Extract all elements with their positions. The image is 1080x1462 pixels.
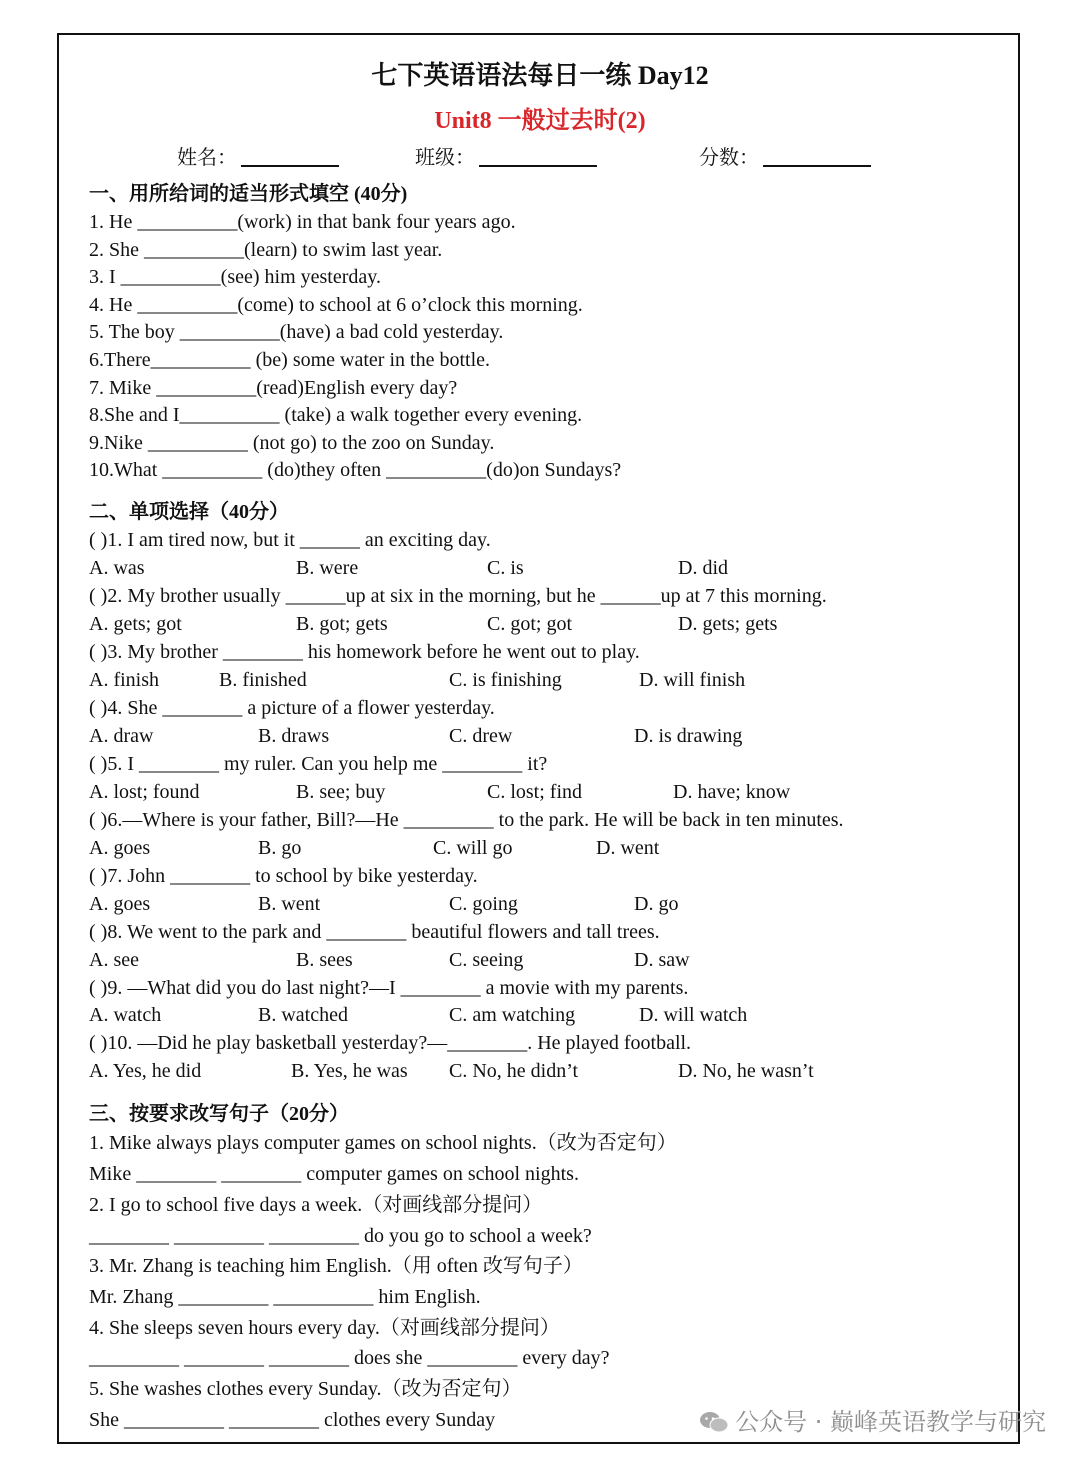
rewrite-prompt: 1. Mike always plays computer games on school nights.（改为否定句） [89, 1132, 677, 1154]
watermark [699, 1402, 1046, 1437]
rewrite-prompt: 4. She sleeps seven hours every day.（对画线部分提问） [89, 1317, 560, 1339]
rewrite-answer: She __________ _________ clothes every Sunday [89, 1409, 496, 1431]
mc-question: ( )2. My brother usually ______up at six in the morning, but he ______up at 7 this morning. [89, 585, 827, 607]
option-d: D. gets; gets [678, 613, 778, 635]
fill-blank-item: 10.What __________ (do)they often __________(do)on Sundays? [89, 459, 622, 481]
rewrite-answer: _________ ________ ________ does she _________ every day? [89, 1347, 610, 1369]
option-d: D. did [678, 557, 728, 579]
mc-question: ( )4. She ________ a picture of a flower yesterday. [89, 697, 495, 719]
fill-blank-item: 5. The boy __________(have) a bad cold yesterday. [89, 321, 504, 343]
rewrite-answer: Mr. Zhang _________ __________ him English. [89, 1286, 481, 1308]
option-b: B. sees [296, 949, 353, 971]
wechat-icon [699, 1410, 729, 1434]
mc-question: ( )10. —Did he play basketball yesterday?—________. He played football. [89, 1032, 692, 1054]
class-blank[interactable] [479, 165, 597, 167]
option-a: A. see [89, 949, 139, 971]
option-c: C. seeing [449, 949, 524, 971]
option-c: C. lost; find [487, 781, 583, 803]
rewrite-answer: Mike ________ ________ computer games on school nights. [89, 1163, 579, 1185]
page-subtitle: Unit8 一般过去时(2) [434, 108, 646, 134]
mc-question: ( )6.—Where is your father, Bill?—He _________ to the park. He will be back in ten minutes. [89, 809, 844, 831]
option-d: D. saw [634, 949, 690, 971]
fill-blank-item: 6.There__________ (be) some water in the bottle. [89, 349, 490, 371]
name-blank[interactable] [241, 165, 339, 167]
option-c: C. drew [449, 725, 513, 747]
option-c: C. is finishing [449, 669, 562, 691]
rewrite-answer: ________ _________ _________ do you go to school a week? [89, 1225, 592, 1247]
name-label: 姓名： [177, 147, 237, 169]
mc-question: ( )1. I am tired now, but it ______ an exciting day. [89, 529, 491, 551]
option-d: D. went [596, 837, 660, 859]
option-b: B. watched [258, 1004, 348, 1026]
option-d: D. is drawing [634, 725, 743, 747]
fill-blank-item: 4. He __________(come) to school at 6 o’clock this morning. [89, 294, 583, 316]
option-d: D. will finish [639, 669, 746, 691]
mc-question: ( )7. John ________ to school by bike yesterday. [89, 865, 478, 887]
section1-heading: 一、用所给词的适当形式填空 (40分) [89, 183, 408, 205]
option-b: B. draws [258, 725, 330, 747]
score-label: 分数： [699, 147, 759, 169]
section2-heading: 二、单项选择（40分） [89, 501, 289, 523]
option-c: C. will go [433, 837, 513, 859]
option-b: B. got; gets [296, 613, 388, 635]
option-a: A. goes [89, 837, 151, 859]
option-a: A. watch [89, 1004, 162, 1026]
option-c: C. going [449, 893, 518, 915]
fill-blank-item: 8.She and I__________ (take) a walk together every evening. [89, 404, 583, 426]
option-d: D. will watch [639, 1004, 748, 1026]
option-d: D. have; know [673, 781, 791, 803]
fill-blank-item: 9.Nike __________ (not go) to the zoo on Sunday. [89, 432, 495, 454]
name-field [177, 141, 339, 170]
score-blank[interactable] [763, 165, 871, 167]
fill-blank-item: 7. Mike __________(read)English every day? [89, 377, 458, 399]
rewrite-prompt: 3. Mr. Zhang is teaching him English.（用 often 改写句子） [89, 1255, 583, 1277]
mc-question: ( )5. I ________ my ruler. Can you help me ________ it? [89, 753, 548, 775]
option-a: A. draw [89, 725, 154, 747]
option-c: C. am watching [449, 1004, 576, 1026]
fill-blank-item: 1. He __________(work) in that bank four years ago. [89, 211, 516, 233]
class-field [415, 141, 597, 170]
fill-blank-item: 2. She __________(learn) to swim last year. [89, 239, 443, 261]
option-c: C. got; got [487, 613, 573, 635]
option-a: A. finish [89, 669, 159, 691]
option-a: A. lost; found [89, 781, 200, 803]
page-title: 七下英语语法每日一练 Day12 [371, 61, 709, 90]
option-b: B. Yes, he was [291, 1060, 408, 1082]
option-d: D. go [634, 893, 679, 915]
watermark-text: 公众号 · 巅峰英语教学与研究 [735, 1408, 1046, 1436]
mc-question: ( )8. We went to the park and ________ beautiful flowers and tall trees. [89, 921, 660, 943]
option-b: B. finished [219, 669, 307, 691]
option-b: B. see; buy [296, 781, 386, 803]
option-c: C. No, he didn’t [449, 1060, 579, 1082]
score-field [699, 141, 871, 170]
option-a: A. gets; got [89, 613, 182, 635]
class-label: 班级： [415, 147, 475, 169]
option-a: A. goes [89, 893, 151, 915]
section3-heading: 三、按要求改写句子（20分） [89, 1103, 349, 1125]
option-c: C. is [487, 557, 524, 579]
rewrite-prompt: 2. I go to school five days a week.（对画线部分提问） [89, 1194, 543, 1216]
fill-blank-item: 3. I __________(see) him yesterday. [89, 266, 381, 288]
option-b: B. go [258, 837, 302, 859]
option-b: B. were [296, 557, 359, 579]
mc-question: ( )9. —What did you do last night?—I ________ a movie with my parents. [89, 977, 689, 999]
option-a: A. was [89, 557, 145, 579]
mc-question: ( )3. My brother ________ his homework before he went out to play. [89, 641, 640, 663]
rewrite-prompt: 5. She washes clothes every Sunday.（改为否定句） [89, 1378, 522, 1400]
option-a: A. Yes, he did [89, 1060, 202, 1082]
option-d: D. No, he wasn’t [678, 1060, 814, 1082]
option-b: B. went [258, 893, 321, 915]
